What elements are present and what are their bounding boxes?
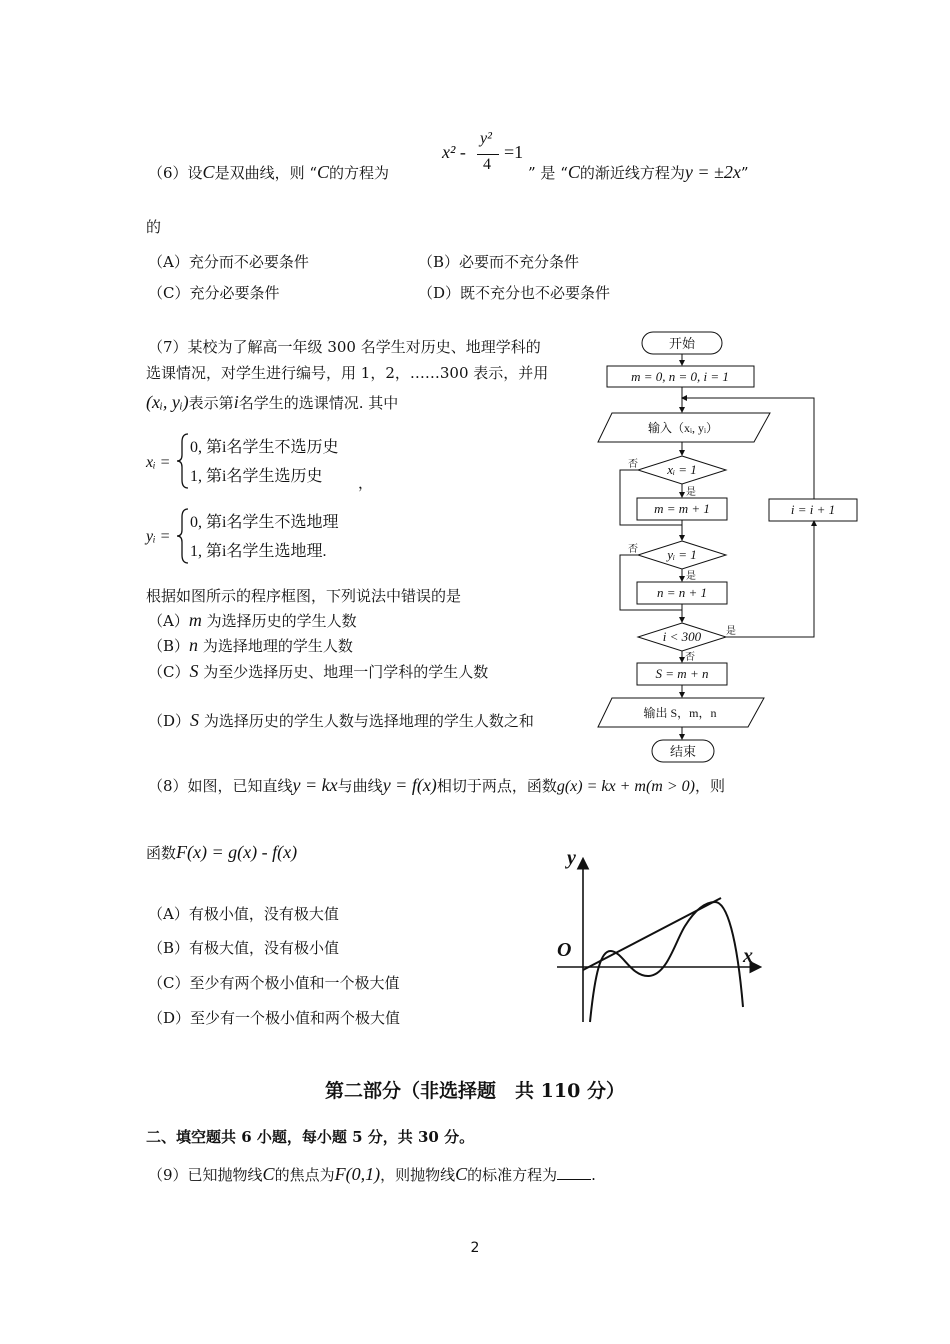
- q7-x-case1: 1, 第i名学生选历史: [190, 468, 323, 485]
- q8-option-a[interactable]: （A）有极小值，没有极大值: [148, 905, 339, 923]
- fc-yes-i: 是: [726, 626, 736, 637]
- q6-option-d[interactable]: （D）既不充分也不必要条件: [418, 284, 611, 302]
- q6-option-a[interactable]: （A）充分而不必要条件: [148, 253, 309, 271]
- q7-stem-line3: (xᵢ, yᵢ)表示第i名学生的选课情况. 其中: [146, 392, 399, 412]
- fc-input-label: 输入（xᵢ, yᵢ）: [648, 421, 718, 435]
- fc-no-y: 否: [628, 544, 638, 555]
- q7-y-def-lhs: yᵢ =: [146, 528, 171, 545]
- fc-cond-i-label: i < 300: [662, 629, 702, 644]
- q7-comma: ，: [358, 474, 374, 492]
- q7-stem-line2: 选课情况，对学生进行编号，用 1，2，……300 表示，并用: [146, 364, 549, 382]
- fc-inc-i-label: i = i + 1: [790, 502, 836, 517]
- q8-origin-label: O: [557, 939, 572, 961]
- q8-option-d[interactable]: （D）至少有一个极小值和两个极大值: [148, 1009, 401, 1027]
- fc-yes-x: 是: [686, 487, 696, 498]
- part2-title: 第二部分（非选择题 共 110 分）: [325, 1080, 625, 1102]
- fc-inc-n-label: n = n + 1: [656, 585, 708, 600]
- q8-y-label: y: [567, 847, 576, 869]
- q8-stem-line2: 函数F(x) = g(x) - f(x): [146, 842, 298, 862]
- q6-stem-cont: ” 是 “C的渐近线方程为y = ±2x”: [528, 162, 749, 182]
- q9-stem: （9）已知抛物线C的焦点为F(0,1)，则抛物线C的标准方程为 .: [148, 1164, 596, 1184]
- q7-option-a[interactable]: （A）m 为选择历史的学生人数: [148, 610, 357, 630]
- q8-stem: （8）如图，已知直线y = kx与曲线y = f(x)相切于两点，函数g(x) = kx + m(m > 0)，则: [148, 775, 725, 795]
- q8-option-b[interactable]: （B）有极大值，没有极小值: [148, 939, 340, 957]
- q7-x-def-lhs: xᵢ =: [146, 454, 171, 471]
- q6-option-b[interactable]: （B）必要而不充分条件: [418, 253, 580, 271]
- q7-y-case1: 1, 第i名学生选地理.: [190, 543, 327, 560]
- page-number: 2: [470, 1240, 480, 1256]
- q7-y-case0: 0, 第i名学生不选地理: [190, 514, 339, 531]
- q7-x-brace: [176, 432, 190, 490]
- q7-option-c[interactable]: （C）S 为至少选择历史、地理一门学科的学生人数: [148, 661, 489, 681]
- fc-start-label: 开始: [668, 336, 696, 351]
- q7-option-b[interactable]: （B）n 为选择地理的学生人数: [148, 635, 353, 655]
- q6-stem-end: 的: [146, 218, 162, 236]
- q7-question: 根据如图所示的程序框图，下列说法中错误的是: [146, 587, 462, 605]
- fc-end-label: 结束: [669, 744, 697, 759]
- q6-option-c[interactable]: （C）充分必要条件: [148, 284, 280, 302]
- q8-option-c[interactable]: （C）至少有两个极小值和一个极大值: [148, 974, 400, 992]
- fc-no-x: 否: [628, 459, 638, 470]
- section-heading: 二、填空题共 6 小题，每小题 5 分，共 30 分。: [146, 1128, 475, 1146]
- q6-stem: （6）设C是双曲线，则 “C的方程为: [148, 162, 390, 182]
- fc-cond-y-label: yᵢ = 1: [667, 547, 697, 562]
- q7-y-brace: [176, 507, 190, 565]
- fc-cond-x-label: xᵢ = 1: [667, 462, 697, 477]
- q9-answer-blank[interactable]: [557, 1179, 591, 1180]
- q8-curve: [590, 902, 743, 1022]
- fc-no-i: 否: [685, 652, 695, 663]
- fc-yes-y: 是: [686, 571, 696, 582]
- fc-inc-m-label: m = m + 1: [654, 501, 710, 516]
- q7-x-case0: 0, 第i名学生不选历史: [190, 439, 339, 456]
- q8-graph: [545, 842, 770, 1027]
- q7-flowchart: [590, 325, 865, 770]
- fc-sum-label: S = m + n: [655, 666, 709, 681]
- fc-init-label: m = 0, n = 0, i = 1: [631, 369, 729, 384]
- q7-stem-line1: （7）某校为了解高一年级 300 名学生对历史、地理学科的: [148, 338, 541, 356]
- fc-output-label: 输出 S，m，n: [643, 706, 717, 720]
- q8-x-label: x: [743, 945, 753, 967]
- q7-option-d[interactable]: （D）S 为选择历史的学生人数与选择地理的学生人数之和: [148, 710, 534, 730]
